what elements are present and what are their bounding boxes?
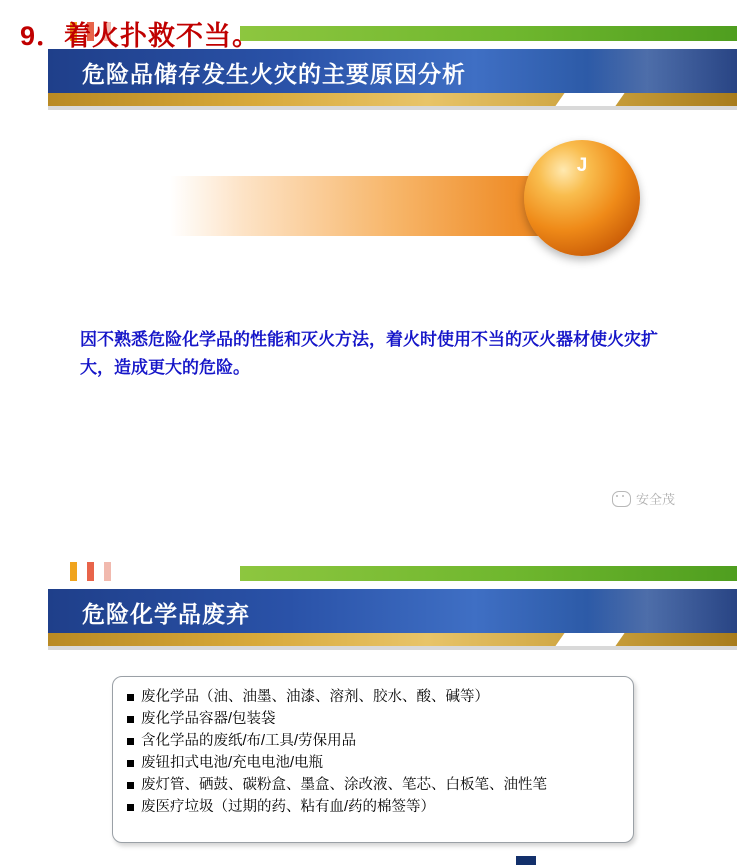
body-paragraph: 因不熟悉危险化学品的性能和灭火方法，着火时使用不当的灭火器材使火灾扩大，造成更大的危险。 [80, 330, 658, 377]
green-accent-strip [240, 26, 737, 41]
square-bullet-icon [127, 760, 134, 767]
bar-pink [104, 562, 111, 581]
waste-list-box [112, 676, 634, 843]
list-item-label: 含化学品的废纸/布/工具/劳保用品 [141, 733, 357, 749]
list-item [127, 753, 633, 774]
page-title: 危险品储存发生火灾的主要原因分析 [82, 61, 466, 87]
list-item-label: 废医疗垃圾（过期的药、粘有血/药的棉签等） [141, 799, 436, 815]
slide2-header [0, 540, 737, 650]
wechat-icon [612, 491, 631, 507]
header-underline [48, 106, 737, 110]
list-item-label: 废化学品容器/包装袋 [141, 711, 276, 727]
gold-accent-strip [48, 93, 737, 106]
square-bullet-icon [127, 804, 134, 811]
highlight-banner-fill [170, 176, 575, 236]
list-item-label: 废钮扣式电池/充电电池/电瓶 [141, 755, 324, 771]
square-bullet-icon [127, 694, 134, 701]
watermark [612, 489, 675, 508]
square-bullet-icon [127, 716, 134, 723]
bar-orange [70, 562, 77, 581]
sphere-label: J [576, 155, 588, 176]
list-item [127, 709, 633, 730]
gold-strip-notch [555, 93, 624, 106]
list-item-label: 废化学品（油、油墨、油漆、溶剂、胶水、酸、碱等） [141, 689, 489, 705]
gold-strip-notch [555, 633, 624, 646]
footer-marker [516, 856, 536, 865]
highlight-banner-text: 9．着火扑救不当。 [20, 21, 261, 51]
list-item-label: 废灯管、硒鼓、碳粉盒、墨盒、涂改液、笔芯、白板笔、油性笔 [141, 777, 547, 793]
highlight-banner [170, 176, 575, 236]
list-item [127, 731, 633, 752]
gold-accent-strip [48, 633, 737, 646]
bar-red [87, 562, 94, 581]
list-item [127, 775, 633, 796]
square-bullet-icon [127, 782, 134, 789]
square-bullet-icon [127, 738, 134, 745]
waste-list [113, 677, 633, 818]
green-accent-strip [240, 566, 737, 581]
watermark-label: 安全茂 [636, 492, 676, 507]
page-title-2: 危险化学品废弃 [82, 601, 250, 627]
list-item [127, 687, 633, 708]
list-item [127, 797, 633, 818]
decorative-color-bars-2 [70, 562, 111, 581]
header-underline [48, 646, 737, 650]
